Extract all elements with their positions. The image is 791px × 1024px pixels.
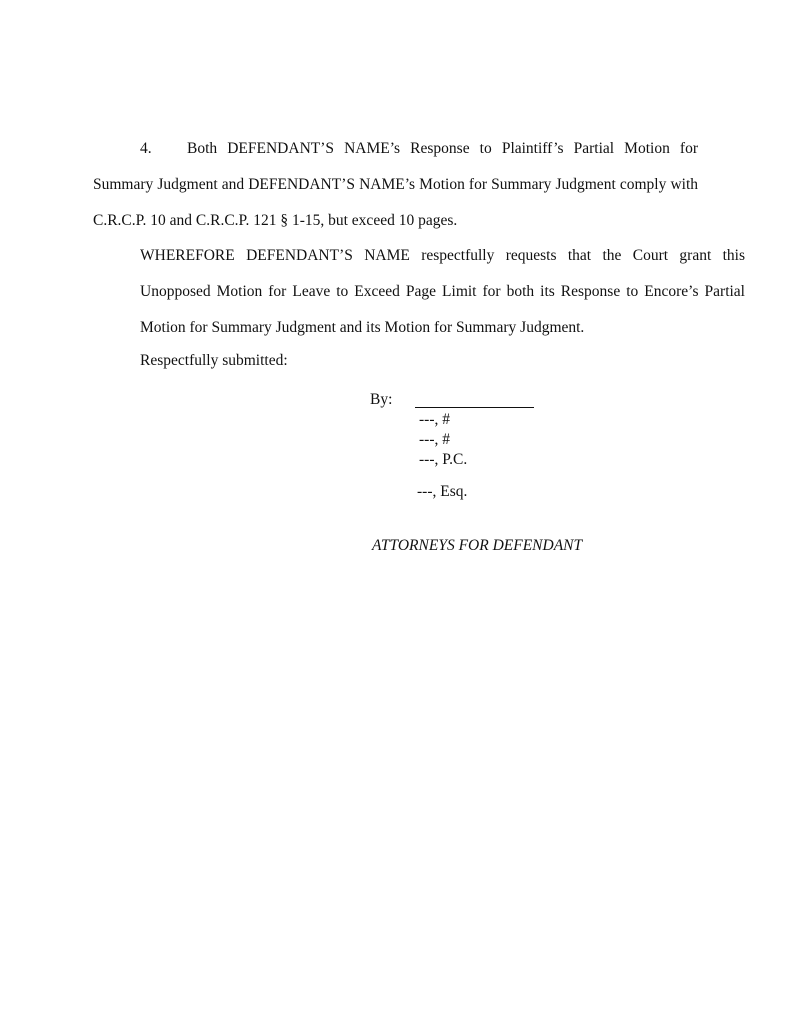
signer-list [419, 410, 467, 470]
by-row [370, 391, 630, 413]
wherefore-text: WHEREFORE DEFENDANT’S NAME respectfully requests that the Court grant this Unopposed Motion for Leave to Exceed Page Limit for both its Response to Encore’s Partial Motion for Summary Judgment and its Motion for Summary Judgment. [140, 247, 745, 336]
paragraph-4 [93, 131, 698, 239]
paragraph-number: 4. [140, 140, 152, 157]
signature-line [415, 407, 534, 408]
attorneys-for-defendant: ATTORNEYS FOR DEFENDANT [372, 537, 583, 554]
signer-name: ---, # [419, 431, 450, 448]
by-label: By: [370, 391, 393, 408]
wherefore-paragraph [93, 238, 745, 346]
paragraph-4-text: Both DEFENDANT’S NAME’s Response to Plaintiff’s Partial Motion for Summary Judgment and DEFENDANT’S NAME’s Motion for Summary Judgment comply with C.R.C.P. 10 and C.R.C.P. 121 § 1-15, but exceed 10 pages. [93, 140, 698, 229]
respectfully-submitted: Respectfully submitted: [140, 352, 288, 369]
signer-name: ---, # [419, 411, 450, 428]
signer-esq: ---, Esq. [417, 483, 468, 500]
signature-block [370, 391, 630, 500]
signer-firm: ---, P.C. [419, 451, 468, 468]
